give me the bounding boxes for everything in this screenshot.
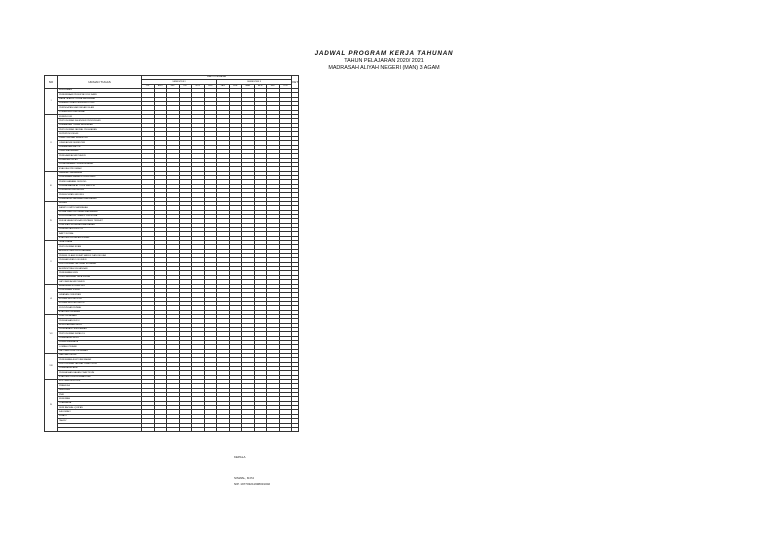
ket-cell — [292, 427, 299, 431]
task-item: PRAMUKA — [58, 384, 142, 388]
task-item: PELAKSANAAN PEMBELAJARAN — [58, 162, 142, 166]
task-item: PENYUSUNAN JADWAL PELAJARAN — [58, 128, 142, 132]
month-header: JUN — [279, 84, 292, 88]
header-ket: KET — [292, 76, 299, 89]
task-item: ADMINISTRASI KEPEGAWAIAN — [58, 249, 142, 253]
task-item: EVALUASI PROGRAM — [58, 167, 142, 171]
task-item: PENDATAAN ALAT DAN BAHAN — [58, 358, 142, 362]
task-item: UJIAN AKHIR SEMESTER — [58, 141, 142, 145]
task-item: PERBAIKAN MEUBELER — [58, 188, 142, 192]
task-item: PENGADAAN BAHAN PRAKTIKUM — [58, 371, 142, 375]
schedule-cell — [279, 427, 292, 431]
task-item: PENILAIAN AKHIR TAHUN — [58, 154, 142, 158]
section-heading: KESISWAAN — [58, 89, 142, 93]
task-item: EVALUASI KEGIATAN HUMAS — [58, 236, 142, 240]
schedule-cell — [167, 427, 180, 431]
task-item: PENYUSUNAN LAPORAN BULANAN — [58, 262, 142, 266]
task-item: PEMBENTUKAN PENGURUS OSIS — [58, 102, 142, 106]
task-item: PENGECATAN GEDUNG — [58, 193, 142, 197]
section-heading: TATA USAHA — [58, 241, 142, 245]
section-heading: KURIKULUM — [58, 115, 142, 119]
task-item: SENI BACA AL-QUR'AN — [58, 406, 142, 410]
task-item: PEMBAGIAN TUGAS MENGAJAR — [58, 123, 142, 127]
table-row — [45, 427, 299, 431]
schedule-cell — [229, 427, 242, 431]
task-item: OLAHRAGA — [58, 401, 142, 405]
task-item: PENGARSIPAN DOKUMEN — [58, 258, 142, 262]
task-item: UJIAN TENGAH SEMESTER — [58, 136, 142, 140]
signature-place: KEPALA — [234, 455, 246, 459]
section-number: VIII — [45, 354, 58, 380]
task-item: BAKTI SOSIAL — [58, 232, 142, 236]
month-header: MEI — [267, 84, 280, 88]
task-item: PIDATO — [58, 414, 142, 418]
task-item: LAYANAN ORIENTASI — [58, 293, 142, 297]
task-item: LAPORAN AKHIR TAHUN — [58, 280, 142, 284]
header-uraian-tugas: URAIAN TUGAS — [58, 76, 142, 89]
section-heading: SARANA PRASARANA — [58, 171, 142, 175]
header-waktu-kegiatan: WAKTU KEGIATAN — [142, 76, 292, 80]
task-item: LAPORAN PERPUSTAKAAN — [58, 349, 142, 353]
task-item: PENGADAAN ALAT TULIS KANTOR — [58, 184, 142, 188]
signature-name: SISWAL, M.Pd — [234, 476, 254, 480]
task-item: PERINGATAN HARI BESAR ISLAM — [58, 106, 142, 110]
page-title: JADWAL PROGRAM KERJA TAHUNAN — [314, 50, 454, 57]
task-item: PENYUSUNAN JADWAL PRAKTIKUM — [58, 362, 142, 366]
month-header: AGU — [154, 84, 167, 88]
task-item: EVALUASI LAYANAN — [58, 310, 142, 314]
task-item: SUPERVISI KELAS — [58, 132, 142, 136]
section-number: IX — [45, 380, 58, 432]
schedule-cell — [204, 427, 217, 431]
task-item: LOMBA LITERASI — [58, 345, 142, 349]
task-item: KONSELING INDIVIDU — [58, 297, 142, 301]
task-item: PEMUTAKHIRAN DATA SISWA — [58, 275, 142, 279]
task-item: PELAYANAN PEMINJAMAN — [58, 327, 142, 331]
schedule-cell — [142, 427, 155, 431]
month-header: SEP — [167, 84, 180, 88]
task-item — [58, 427, 142, 431]
schedule-cell — [254, 427, 267, 431]
section-number: VII — [45, 314, 58, 353]
task-item: PENERBITAN BULETIN — [58, 228, 142, 232]
task-item: KENAIKAN KELAS — [58, 158, 142, 162]
table-header — [45, 76, 299, 89]
signature-nip: NIP. 197703211998031002 — [234, 482, 271, 486]
task-item: PERAWATAN HALAMAN MADRASAH — [58, 197, 142, 201]
month-header: MAR — [242, 84, 255, 88]
task-item: SOSIALISASI PROGRAM MADRASAH — [58, 210, 142, 214]
schedule-cell — [179, 427, 192, 431]
task-item: KUNJUNGAN RUMAH — [58, 306, 142, 310]
task-item: PENDATAAN SISWA — [58, 288, 142, 292]
task-item: PMR — [58, 393, 142, 397]
schedule-cell — [267, 427, 280, 431]
task-item: LOMBA SEKOLAH SEHAT — [58, 110, 142, 114]
task-item: EVALUASI PENGGUNAAN LAB — [58, 375, 142, 379]
section-number: VI — [45, 284, 58, 314]
month-header: APR — [254, 84, 267, 88]
task-item: ADMINISTRASI KEUANGAN — [58, 267, 142, 271]
page-subtitle-school: MADRASAH ALIYAH NEGERI (MAN) 3 AGAM — [328, 65, 440, 71]
month-header: FEB — [229, 84, 242, 88]
task-item: PENGELOLAAN SURAT MASUK DAN KELUAR — [58, 254, 142, 258]
task-item: KESENIAN — [58, 397, 142, 401]
section-heading: PERPUSTAKAAN — [58, 314, 142, 318]
task-item: PEKAN MEMBACA — [58, 340, 142, 344]
section-heading: LABORATORIUM — [58, 354, 142, 358]
section-heading: BIMBINGAN KONSELING — [58, 284, 142, 288]
task-item: PENGADAAN BUKU — [58, 319, 142, 323]
task-item: PENDATAAN BARANG INVENTARIS — [58, 175, 142, 179]
task-item: RAPAT KOMITE MADRASAH — [58, 206, 142, 210]
task-item: KONSELING KELOMPOK — [58, 301, 142, 305]
task-item: PASKIBRA — [58, 388, 142, 392]
header-semester-2: SEMESTER II — [217, 80, 292, 84]
section-heading: EKSTRAKURIKULER — [58, 380, 142, 384]
task-item: PENERIMAAN PESERTA DIDIK BARU — [58, 93, 142, 97]
month-header: JAN — [217, 84, 230, 88]
section-number: III — [45, 171, 58, 201]
task-item: PERAWATAN BUKU — [58, 336, 142, 340]
task-item: KUNJUNGAN KE ORANG TUA SISWA — [58, 215, 142, 219]
section-number: IV — [45, 201, 58, 240]
task-item: KALIGRAFI — [58, 410, 142, 414]
task-item: PENDATAAN EMIS — [58, 271, 142, 275]
month-header: OKT — [179, 84, 192, 88]
section-heading: HUMAS — [58, 201, 142, 205]
task-item: PEMBAGIAN RAPOR — [58, 145, 142, 149]
task-item: TAHFIZ — [58, 419, 142, 423]
month-header: NOV — [192, 84, 205, 88]
section-number: V — [45, 241, 58, 284]
program-schedule-table — [44, 75, 299, 432]
task-item: KERJA SAMA DENGAN INSTANSI TERKAIT — [58, 219, 142, 223]
task-item: PENYUSUNAN KALENDER PENDIDIKAN — [58, 119, 142, 123]
month-header: DES — [204, 84, 217, 88]
task-item: PERAWATAN ALAT — [58, 367, 142, 371]
task-item: PUBLIKASI KEGIATAN MADRASAH — [58, 223, 142, 227]
table-body — [45, 89, 299, 432]
page-subtitle-year: TAHUN PELAJARAN 2020/ 2021 — [344, 58, 424, 64]
schedule-cell — [242, 427, 255, 431]
schedule-cell — [154, 427, 167, 431]
task-item: PEMELIHARAAN GEDUNG — [58, 180, 142, 184]
schedule-cell — [192, 427, 205, 431]
month-header: JUL — [142, 84, 155, 88]
header-semester-1: SEMESTER I — [142, 80, 217, 84]
section-number: I — [45, 89, 58, 115]
task-item: PENYUSUNAN RKAM — [58, 245, 142, 249]
task-item: MASA TA'ARUF SISWA MADRASAH — [58, 97, 142, 101]
header-no: NO — [45, 76, 58, 89]
task-item: INVENTARISASI BUKU — [58, 323, 142, 327]
task-item: PENYUSUNAN KATALOG — [58, 332, 142, 336]
schedule-cell — [217, 427, 230, 431]
task-item: UJIAN MADRASAH — [58, 149, 142, 153]
section-number: II — [45, 115, 58, 171]
